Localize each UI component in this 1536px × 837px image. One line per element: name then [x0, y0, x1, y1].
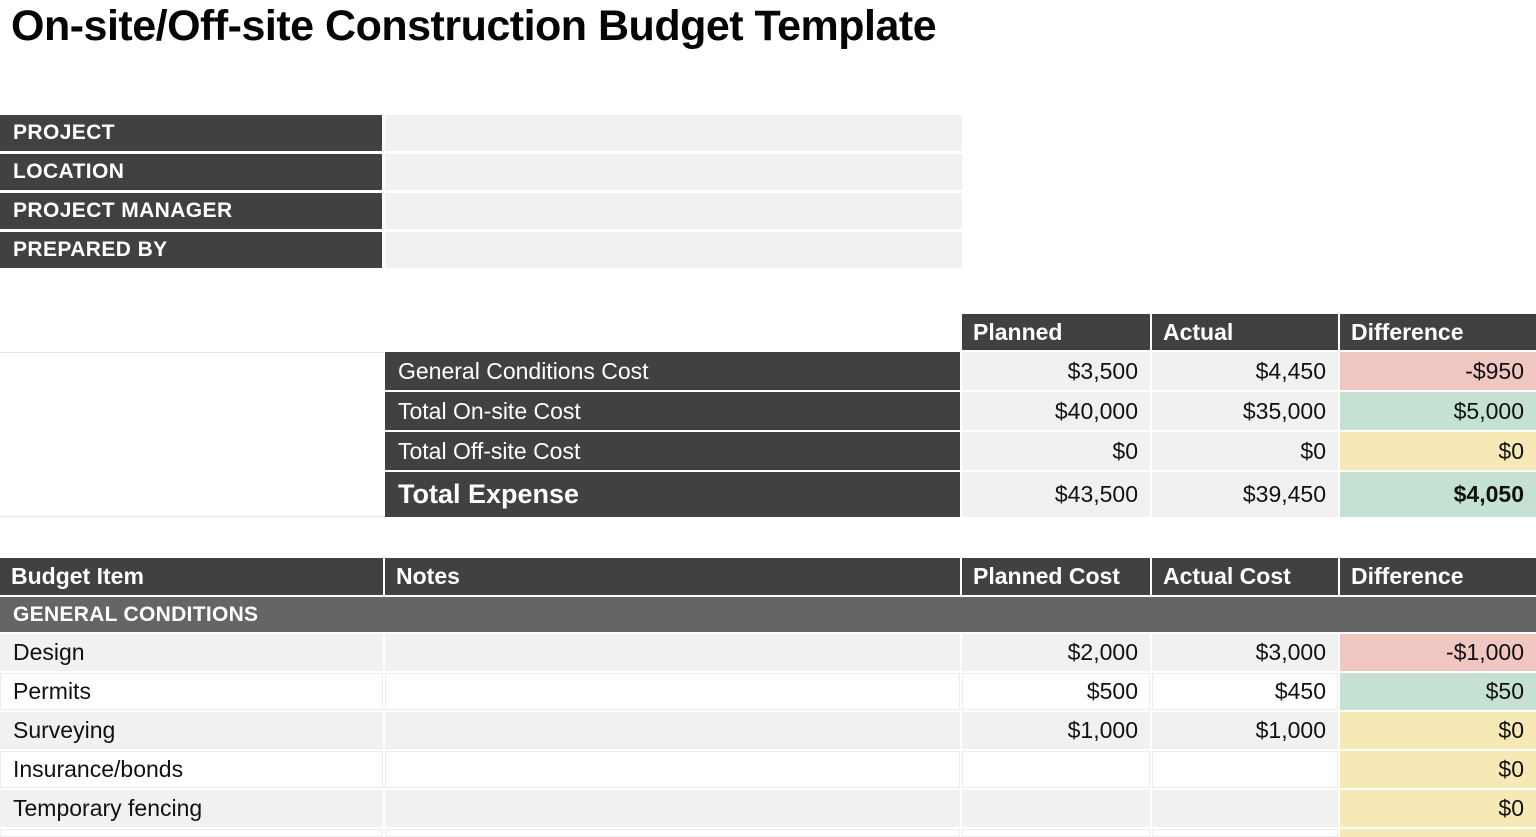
summary-row-label: Total Off-site Cost: [385, 432, 962, 472]
planned-cell[interactable]: $2,000: [962, 634, 1152, 673]
item-cell[interactable]: Design: [0, 634, 385, 673]
planned-cell[interactable]: $43,500: [962, 472, 1152, 517]
summary-header-spacer: [385, 314, 962, 352]
budget-section-row: [0, 597, 1536, 634]
item-cell[interactable]: Permits: [0, 673, 385, 712]
item-cell[interactable]: Temporary fencing: [0, 790, 385, 829]
budget-header-notes: Notes: [385, 558, 962, 597]
item-cell[interactable]: Surveying: [0, 712, 385, 751]
summary-header-row: [0, 314, 1536, 352]
info-label-project-manager: PROJECT MANAGER: [0, 193, 385, 232]
section-header-general-conditions: GENERAL CONDITIONS: [0, 597, 1536, 634]
budget-row: [0, 634, 1536, 673]
budget-row: [0, 673, 1536, 712]
difference-cell[interactable]: $4,050: [1340, 472, 1536, 517]
info-value-project-manager[interactable]: [385, 193, 962, 232]
difference-cell[interactable]: $0: [1340, 712, 1536, 751]
planned-cell: [962, 829, 1152, 837]
difference-cell[interactable]: -$1,000: [1340, 634, 1536, 673]
actual-cell[interactable]: $450: [1152, 673, 1340, 712]
notes-cell[interactable]: [385, 751, 962, 790]
actual-cell[interactable]: [1152, 790, 1340, 829]
difference-cell[interactable]: $50: [1340, 673, 1536, 712]
planned-cell[interactable]: [962, 790, 1152, 829]
planned-cell[interactable]: $40,000: [962, 392, 1152, 432]
info-label-location: LOCATION: [0, 154, 385, 193]
summary-header-planned: Planned: [962, 314, 1152, 352]
summary-row-label: General Conditions Cost: [385, 352, 962, 392]
summary-row: [0, 352, 1536, 392]
info-value-project[interactable]: [385, 115, 962, 154]
notes-cell: [385, 829, 962, 837]
budget-header-difference: Difference: [1340, 558, 1536, 597]
summary-header-actual: Actual: [1152, 314, 1340, 352]
difference-cell: [1340, 829, 1536, 837]
actual-cell[interactable]: $0: [1152, 432, 1340, 472]
budget-row: [0, 790, 1536, 829]
planned-cell[interactable]: $1,000: [962, 712, 1152, 751]
info-value-location[interactable]: [385, 154, 962, 193]
project-info-table: [0, 115, 962, 271]
notes-cell[interactable]: [385, 712, 962, 751]
summary-total-label: Total Expense: [385, 472, 962, 517]
budget-row: [0, 712, 1536, 751]
planned-cell[interactable]: $0: [962, 432, 1152, 472]
info-label-project: PROJECT: [0, 115, 385, 154]
actual-cell[interactable]: [1152, 751, 1340, 790]
item-cell[interactable]: Insurance/bonds: [0, 751, 385, 790]
actual-cell[interactable]: $4,450: [1152, 352, 1340, 392]
difference-cell[interactable]: $5,000: [1340, 392, 1536, 432]
notes-cell[interactable]: [385, 634, 962, 673]
actual-cell[interactable]: $1,000: [1152, 712, 1340, 751]
page-title: On-site/Off-site Construction Budget Template: [11, 2, 937, 50]
notes-cell[interactable]: [385, 673, 962, 712]
budget-header-planned: Planned Cost: [962, 558, 1152, 597]
budget-row-partial: [0, 829, 1536, 837]
actual-cell[interactable]: $3,000: [1152, 634, 1340, 673]
info-value-prepared-by[interactable]: [385, 232, 962, 271]
actual-cell: [1152, 829, 1340, 837]
summary-header-spacer: [0, 314, 385, 352]
info-label-prepared-by: PREPARED BY: [0, 232, 385, 271]
difference-cell[interactable]: $0: [1340, 751, 1536, 790]
budget-header-actual: Actual Cost: [1152, 558, 1340, 597]
difference-cell[interactable]: -$950: [1340, 352, 1536, 392]
budget-header-row: [0, 558, 1536, 597]
summary-table: [0, 314, 1536, 517]
item-cell: [0, 829, 385, 837]
actual-cell[interactable]: $35,000: [1152, 392, 1340, 432]
planned-cell[interactable]: [962, 751, 1152, 790]
budget-table: [0, 558, 1536, 837]
summary-row-label: Total On-site Cost: [385, 392, 962, 432]
notes-cell[interactable]: [385, 790, 962, 829]
difference-cell[interactable]: $0: [1340, 432, 1536, 472]
budget-row: [0, 751, 1536, 790]
planned-cell[interactable]: $500: [962, 673, 1152, 712]
budget-header-item: Budget Item: [0, 558, 385, 597]
planned-cell[interactable]: $3,500: [962, 352, 1152, 392]
summary-header-difference: Difference: [1340, 314, 1536, 352]
difference-cell[interactable]: $0: [1340, 790, 1536, 829]
summary-left-spacer: [0, 352, 385, 517]
actual-cell[interactable]: $39,450: [1152, 472, 1340, 517]
